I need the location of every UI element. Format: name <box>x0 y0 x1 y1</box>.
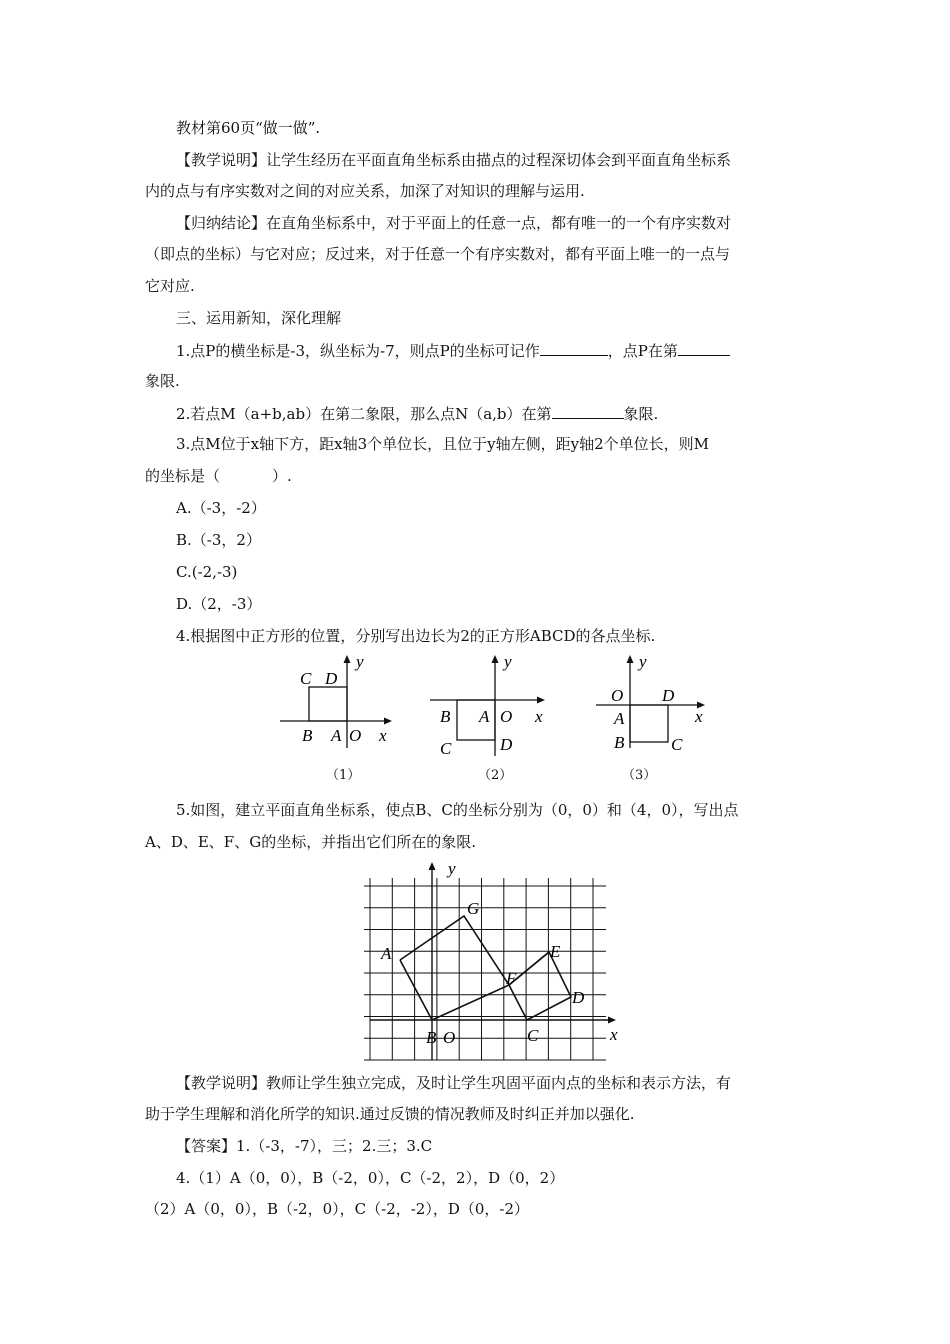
q4-caption-1: （1） <box>326 768 361 783</box>
q4-caption-3: （3） <box>622 768 657 783</box>
q3-option-a: A.（-3，-2） <box>176 499 266 517</box>
teaching-note-1-line2: 内的点与有序实数对之间的对应关系，加深了对知识的理解与运用. <box>145 182 585 200</box>
q5-label-x: x <box>610 1025 618 1044</box>
q1-line2: 象限. <box>145 372 180 390</box>
q3-text-2: ）. <box>272 467 292 485</box>
q4-figure-1 <box>276 650 396 750</box>
q4-caption-2: （2） <box>478 768 513 783</box>
answers-line3: （2）A（0，0），B（-2，0），C（-2，-2），D（0，-2） <box>145 1200 530 1218</box>
question-2 <box>176 403 658 424</box>
fig3-label-o: O <box>611 686 624 705</box>
fig2-label-x: x <box>535 707 543 726</box>
summary-line3: 它对应. <box>145 277 195 295</box>
q3-line2 <box>145 466 292 486</box>
section-heading: 三、运用新知，深化理解 <box>176 309 342 327</box>
q5-label-y: y <box>448 859 456 878</box>
fig3-label-a: A <box>614 709 625 728</box>
fig2-label-o: O <box>500 707 513 726</box>
question-1 <box>176 340 730 361</box>
teaching-note-2-line1: 【教学说明】教师让学生独立完成，及时让学生巩固平面内点的坐标和表示方法，有 <box>176 1074 732 1092</box>
fig1-label-x: x <box>379 726 387 745</box>
answers-line1: 【答案】1.（-3，-7），三；2.三；3.C <box>176 1137 433 1155</box>
q5-label-b: B <box>426 1028 437 1047</box>
fig2-label-d: D <box>500 735 513 754</box>
fig3-label-y: y <box>639 652 647 671</box>
fig1-label-d: D <box>325 669 338 688</box>
teaching-note-2-line2: 助于学生理解和消化所学的知识.通过反馈的情况教师及时纠正并加以强化. <box>145 1105 635 1123</box>
fig2-label-y: y <box>504 652 512 671</box>
fig1-label-c: C <box>300 669 312 688</box>
q3-line1: 3.点M位于x轴下方，距x轴3个单位长，且位于y轴左侧，距y轴2个单位长，则M <box>176 435 709 453</box>
fig3-label-x: x <box>695 707 703 726</box>
fig2-label-c: C <box>440 739 452 758</box>
q5-label-g: G <box>467 899 480 918</box>
q5-label-o: O <box>443 1028 456 1047</box>
q2-blank[interactable] <box>552 403 624 419</box>
paragraph-intro: 教材第60页“做一做”. <box>176 119 321 137</box>
fig1-label-y: y <box>356 652 364 671</box>
fig3-label-c: C <box>671 735 683 754</box>
q5-label-a: A <box>381 944 392 963</box>
q5-line1: 5.如图，建立平面直角坐标系，使点B、C的坐标分别为（0，0）和（4，0），写出点 <box>176 801 739 819</box>
q1-text-1: 1.点P的横坐标是-3，纵坐标为-7，则点P的坐标可记作 <box>176 342 540 360</box>
q5-line2: A、D、E、F、G的坐标，并指出它们所在的象限. <box>145 833 476 851</box>
q5-label-f: F <box>506 969 517 988</box>
q1-blank-2[interactable] <box>678 340 730 356</box>
fig1-label-a: A <box>331 726 342 745</box>
q5-grid-figure <box>360 856 630 1066</box>
fig2-label-a: A <box>479 707 490 726</box>
q5-label-e: E <box>550 942 561 961</box>
q2-text-2: 象限. <box>623 405 659 423</box>
teaching-note-1-line1: 【教学说明】让学生经历在平面直角坐标系由描点的过程深切体会到平面直角坐标系 <box>176 151 732 169</box>
q2-text-1: 2.若点M（a+b,ab）在第二象限，那么点N（a,b）在第 <box>176 405 552 423</box>
q3-option-b: B.（-3，2） <box>176 531 261 549</box>
answers-line2: 4.（1）A（0，0），B（-2，0），C（-2，2），D（0，2） <box>176 1169 565 1187</box>
q1-text-2: ，点P在第 <box>607 342 678 360</box>
q1-blank-1[interactable] <box>540 340 608 356</box>
q4-text: 4.根据图中正方形的位置，分别写出边长为2的正方形ABCD的各点坐标. <box>176 627 656 645</box>
q3-option-d: D.（2，-3） <box>176 595 262 613</box>
q4-figure-3 <box>592 650 722 760</box>
q5-label-d: D <box>572 988 585 1007</box>
q4-figure-2 <box>424 650 554 760</box>
fig1-label-b: B <box>302 726 313 745</box>
fig3-label-b: B <box>614 733 625 752</box>
q3-option-c: C.(-2,-3) <box>176 563 238 581</box>
fig1-label-o: O <box>349 726 362 745</box>
summary-line1: 【归纳结论】在直角坐标系中，对于平面上的任意一点，都有唯一的一个有序实数对 <box>176 214 732 232</box>
summary-line2: （即点的坐标）与它对应；反过来，对于任意一个有序实数对，都有平面上唯一的一点与 <box>145 245 731 263</box>
q5-label-c: C <box>527 1026 539 1045</box>
q3-text-1: 的坐标是（ <box>145 467 221 485</box>
fig3-label-d: D <box>662 686 675 705</box>
fig2-label-b: B <box>440 707 451 726</box>
